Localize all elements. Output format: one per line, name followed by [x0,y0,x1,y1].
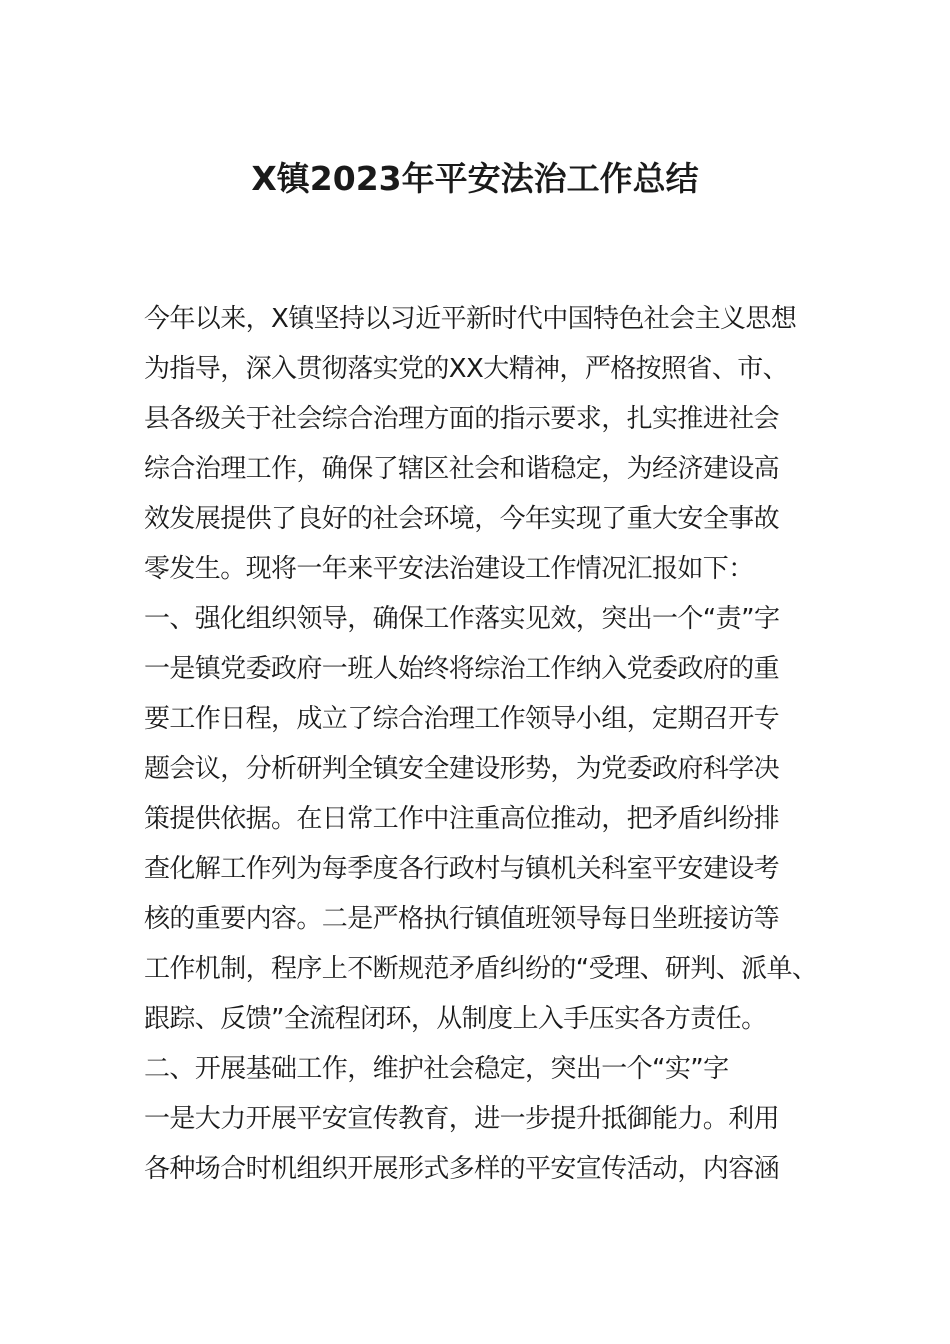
section-heading-2: 二、开展基础工作，维护社会稳定，突出一个“实”字 [144,1054,729,1084]
body-line: 县各级关于社会综合治理方面的指示要求，扎实推进社会 [144,404,780,434]
body-line: 策提供依据。在日常工作中注重高位推动，把矛盾纠纷排 [144,804,780,834]
body-line: 一是大力开展平安宣传教育，进一步提升抵御能力。利用 [144,1104,780,1134]
body-line: 跟踪、反馈”全流程闭环，从制度上入手压实各方责任。 [144,1004,767,1034]
body-line: 为指导，深入贯彻落实党的XX大精神，严格按照省、市、 [144,354,789,384]
body-line: 查化解工作列为每季度各行政村与镇机关科室平安建设考 [144,854,780,884]
section-heading-1: 一、强化组织领导，确保工作落实见效，突出一个“责”字 [144,604,780,634]
body-line: 各种场合时机组织开展形式多样的平安宣传活动，内容涵 [144,1154,780,1184]
body-line: 零发生。现将一年来平安法治建设工作情况汇报如下： [144,554,754,584]
document-title: X镇2023年平安法治工作总结 [251,159,699,198]
body-line: 效发展提供了良好的社会环境，今年实现了重大安全事故 [144,504,780,534]
body-line: 题会议，分析研判全镇安全建设形势，为党委政府科学决 [144,754,780,784]
body-line: 核的重要内容。二是严格执行镇值班领导每日坐班接访等 [144,904,780,934]
body-line: 综合治理工作，确保了辖区社会和谐稳定，为经济建设高 [144,454,780,484]
body-line: 工作机制，程序上不断规范矛盾纠纷的“受理、研判、派单、 [144,954,818,984]
body-line: 要工作日程，成立了综合治理工作领导小组，定期召开专 [144,704,780,734]
body-line: 今年以来，X镇坚持以习近平新时代中国特色社会主义思想 [144,304,797,334]
document-body [144,294,844,1194]
body-line: 一是镇党委政府一班人始终将综治工作纳入党委政府的重 [144,654,780,684]
